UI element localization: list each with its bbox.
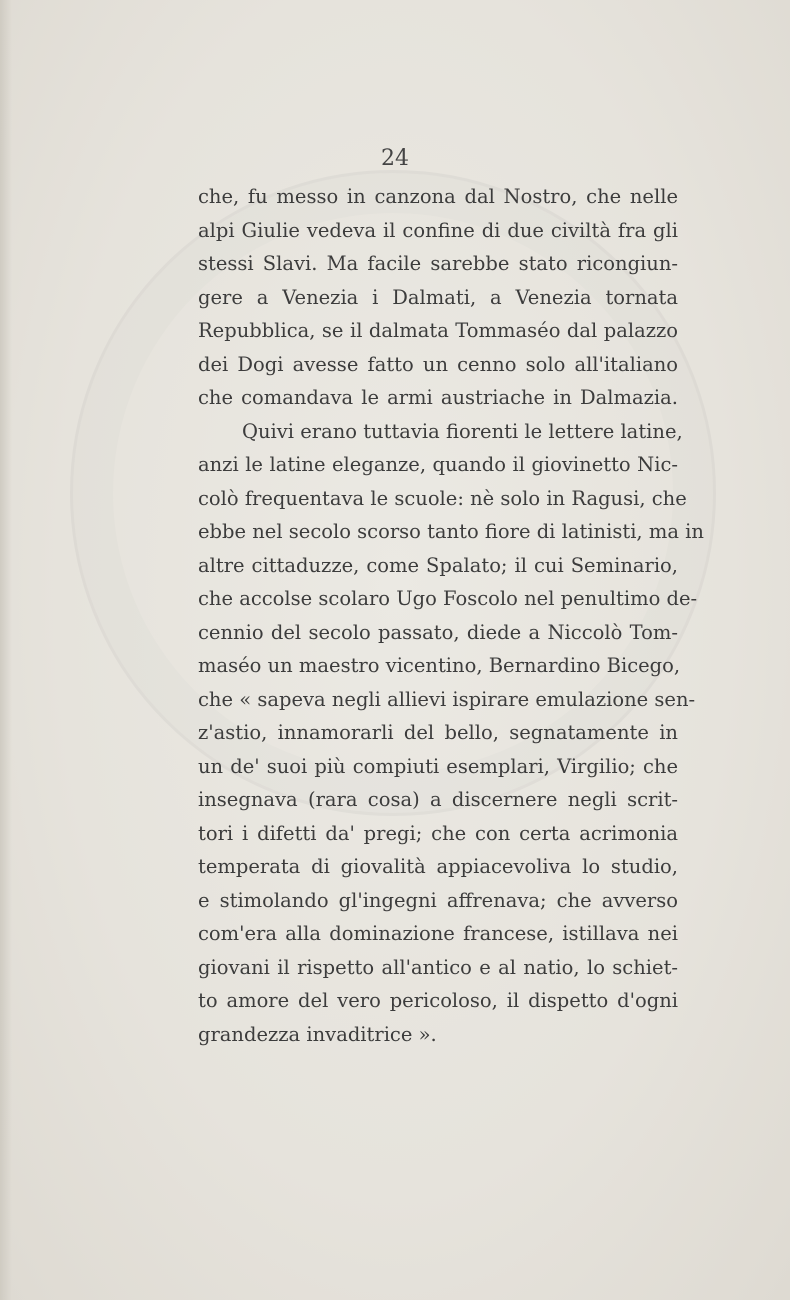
text-line: Quivi erano tuttavia fiorenti le lettere latine,	[242, 419, 683, 443]
page-edge-shadow	[0, 0, 12, 1300]
text-line: e stimolando gl'ingegni affrenava; che avverso	[198, 888, 678, 912]
text-line: che accolse scolaro Ugo Foscolo nel penultimo de-	[198, 587, 698, 610]
text-line: insegnava (rara cosa) a discernere negli scrit-	[198, 788, 678, 811]
paragraph	[198, 415, 704, 1052]
body-text	[198, 180, 704, 1051]
text-line: stessi Slavi. Ma facile sarebbe stato ricongiun-	[198, 252, 678, 275]
paragraph	[198, 180, 678, 415]
page-number: 24	[381, 146, 409, 171]
text-line: z'astio, innamorarli del bello, segnatamente in	[198, 721, 678, 744]
text-line: giovani il rispetto all'antico e al natio, lo schiet-	[198, 955, 678, 979]
text-line: che comandava le armi austriache in Dalmazia.	[198, 386, 678, 409]
text-line: maséo un maestro vicentino, Bernardino Bicego,	[198, 654, 681, 677]
text-line: tori i difetti da' pregi; che con certa acrimonia	[198, 821, 678, 845]
text-line: ebbe nel secolo scorso tanto fiore di latinisti, ma in	[198, 520, 704, 543]
text-line: to amore del vero pericoloso, il dispetto d'ogni	[198, 989, 678, 1012]
text-line: anzi le latine eleganze, quando il giovinetto Nic-	[198, 453, 678, 476]
text-line: un de' suoi più compiuti esemplari, Virgilio; che	[198, 754, 678, 778]
text-line: com'era alla dominazione francese, istillava nei	[198, 922, 678, 945]
text-line: gere a Venezia i Dalmati, a Venezia tornata	[198, 285, 678, 309]
text-line: grandezza invaditrice ».	[198, 1022, 437, 1046]
text-line: altre cittaduzze, come Spalato; il cui Seminario,	[198, 553, 678, 577]
text-line: che, fu messo in canzona dal Nostro, che nelle	[198, 185, 678, 208]
text-line: alpi Giulie vedeva il confine di due civiltà fra gli	[198, 218, 678, 242]
text-line: che « sapeva negli allievi ispirare emulazione sen-	[198, 687, 696, 711]
text-line: temperata di giovalità appiacevoliva lo studio,	[198, 855, 678, 878]
text-line: colò frequentava le scuole: nè solo in Ragusi, che	[198, 486, 687, 510]
text-line: Repubblica, se il dalmata Tommaséo dal palazzo	[198, 319, 678, 342]
text-line: dei Dogi avesse fatto un cenno solo all'italiano	[198, 352, 678, 376]
text-line: cennio del secolo passato, diede a Niccolò Tom-	[198, 620, 678, 644]
